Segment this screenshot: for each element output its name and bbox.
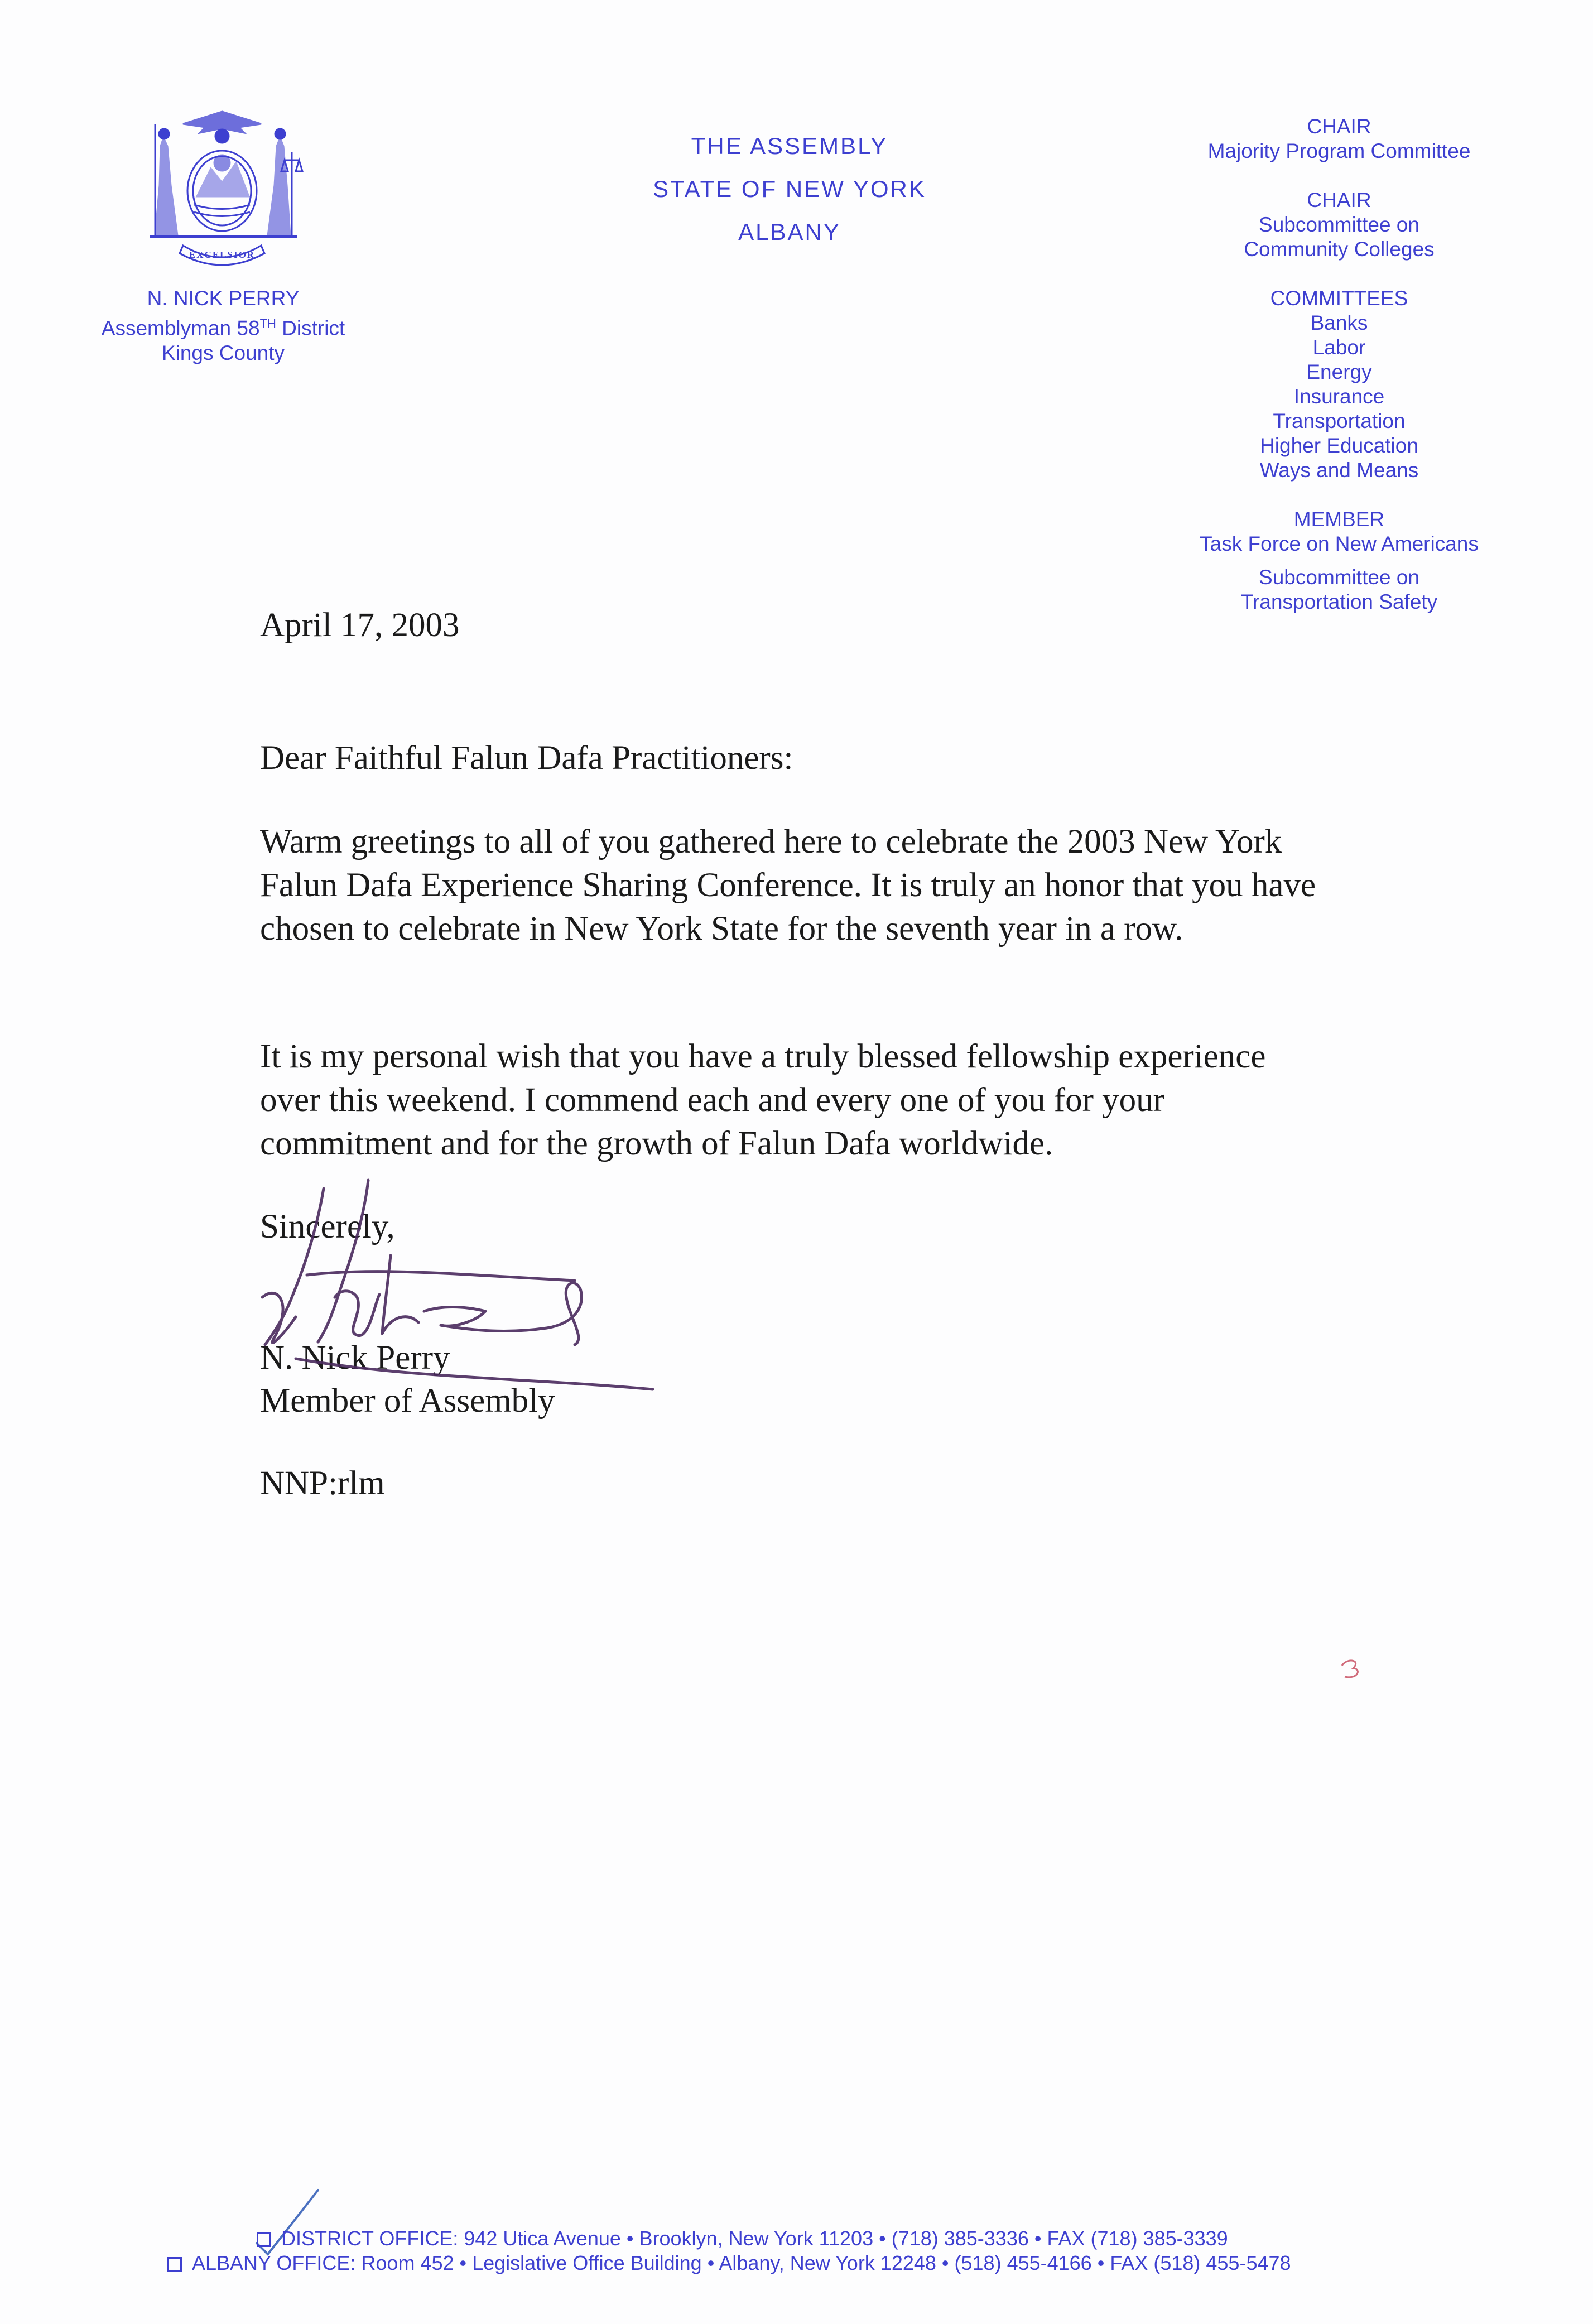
district-office-line: DISTRICT OFFICE: 942 Utica Avenue • Brooklyn, New York 11203 • (718) 385-3336 • FAX (718) 385-3339 — [167, 2226, 1451, 2251]
member-county: Kings County — [161, 341, 285, 365]
assembly-letterhead — [564, 133, 1016, 262]
letter-salutation: Dear Faithful Falun Dafa Practitioners: — [260, 739, 793, 777]
albany-office-line: ALBANY OFFICE: Room 452 • Legislative Office Building • Albany, New York 12248 • (518) 455-4166 • FAX (518) 455-5478 — [167, 2251, 1451, 2275]
seal-motto-text: EXCELSIOR — [189, 249, 256, 260]
committees-heading: COMMITTEES — [1270, 287, 1408, 310]
letter-closing: Sincerely, — [260, 1208, 395, 1245]
reference-initials: NNP:rlm — [260, 1465, 385, 1502]
letter-paragraph-1: Warm greetings to all of you gathered here to celebrate the 2003 New York Falun Dafa Experience Sharing Conference. It is truly an honor that you have chosen to celebrate in New York State for the seventh year in a row. — [260, 823, 1316, 947]
chair-committee-2-line-2: Community Colleges — [1244, 238, 1435, 261]
checkbox-icon — [257, 2232, 271, 2247]
member-name: N. NICK PERRY — [147, 287, 300, 310]
member-taskforce: Task Force on New Americans — [1200, 532, 1479, 555]
red-pencil-mark-icon — [1336, 1654, 1370, 1682]
handwritten-signature-icon — [240, 1177, 720, 1401]
assembly-line-3: ALBANY — [738, 219, 841, 245]
signer-name: N. Nick Perry — [260, 1339, 450, 1377]
chair-committee-2-line-1: Subcommittee on — [1259, 213, 1419, 236]
committee-item: Energy — [1306, 360, 1372, 383]
chair-heading-1: CHAIR — [1307, 115, 1371, 138]
member-subcommittee-line-2: Transportation Safety — [1240, 590, 1438, 613]
committee-item: Labor — [1312, 336, 1366, 359]
member-title: Assemblyman 58TH District — [101, 316, 345, 340]
committee-item: Insurance — [1293, 385, 1385, 408]
assembly-line-1: THE ASSEMBLY — [691, 133, 888, 159]
member-heading: MEMBER — [1293, 508, 1385, 531]
footer-addresses — [167, 2226, 1451, 2275]
member-info-block — [56, 286, 391, 365]
member-subcommittee-line-1: Subcommittee on — [1259, 566, 1419, 589]
committee-item: Higher Education — [1260, 434, 1418, 457]
assembly-line-2: STATE OF NEW YORK — [653, 176, 926, 202]
new-york-state-seal-icon — [138, 107, 306, 268]
chair-committee-1: Majority Program Committee — [1207, 139, 1471, 162]
signer-title: Member of Assembly — [260, 1382, 555, 1420]
letter-date: April 17, 2003 — [260, 607, 460, 644]
committee-item: Banks — [1310, 311, 1368, 334]
committee-item: Transportation — [1273, 410, 1406, 432]
letter-paragraph-2: It is my personal wish that you have a truly blessed fellowship experience over this weekend. I commend each and every one of you for your commitment and for the growth of Falun Dafa worldwide. — [260, 1038, 1266, 1162]
committee-item: Ways and Means — [1259, 459, 1419, 482]
committees-block — [1138, 114, 1540, 614]
checkbox-icon — [167, 2257, 182, 2272]
chair-heading-2: CHAIR — [1307, 189, 1371, 211]
